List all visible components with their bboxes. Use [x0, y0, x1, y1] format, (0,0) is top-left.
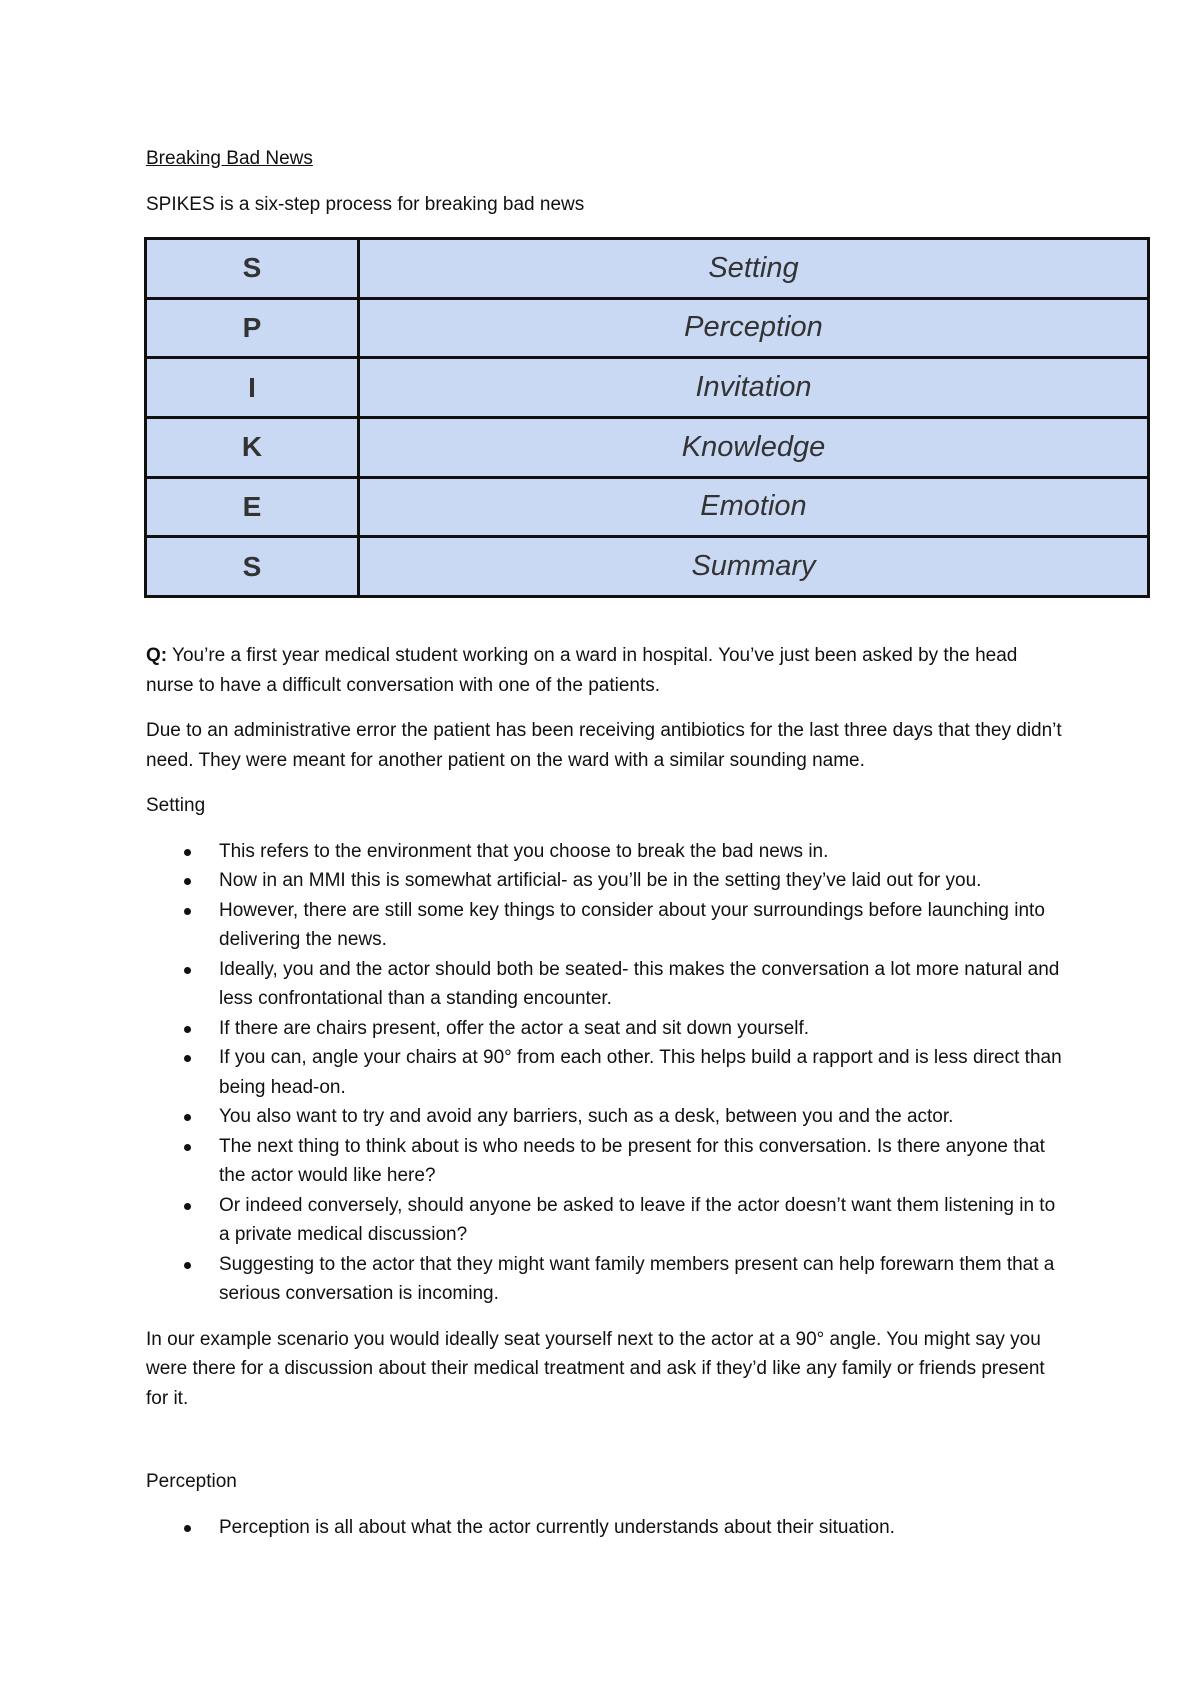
bullet-text: However, there are still some key things to consider about your surroundings before launching into delivering the news.: [219, 899, 1045, 950]
spikes-letter: S: [146, 537, 359, 597]
perception-heading: Perception: [146, 1471, 237, 1492]
list-item: [146, 837, 1066, 867]
setting-bullet-list: [146, 837, 1066, 1309]
bullet-text: If you can, angle your chairs at 90° from each other. This helps build a rapport and is less direct than being head-on.: [219, 1047, 1062, 1098]
table-row: [146, 358, 1149, 418]
list-item: [146, 1250, 1066, 1309]
list-item: [146, 1132, 1066, 1191]
document-title: Breaking Bad News: [146, 148, 313, 169]
document-header: [146, 146, 1066, 218]
bullet-text: This refers to the environment that you choose to break the bad news in.: [219, 840, 829, 862]
bullet-icon: [184, 908, 191, 915]
list-item: [146, 1513, 1066, 1543]
perception-bullet-list: [146, 1513, 1066, 1543]
bullet-text: If there are chairs present, offer the actor a seat and sit down yourself.: [219, 1017, 810, 1039]
question-label: Q:: [146, 645, 168, 666]
intro-text: SPIKES is a six-step process for breaking bad news: [146, 194, 585, 215]
bullet-text: You also want to try and avoid any barriers, such as a desk, between you and the actor.: [219, 1106, 954, 1127]
spikes-word: Emotion: [359, 477, 1149, 537]
bullet-icon: [184, 878, 191, 885]
spikes-letter: E: [146, 477, 359, 537]
bullet-icon: [184, 1026, 191, 1033]
bullet-icon: [184, 1114, 191, 1121]
spikes-letter: P: [146, 298, 359, 358]
table-row: [146, 417, 1149, 477]
document-body: [146, 641, 1066, 1558]
table-row: [146, 298, 1149, 358]
bullet-text: Or indeed conversely, should anyone be asked to leave if the actor doesn’t want them listening in to a private medical discussion?: [219, 1194, 1056, 1245]
section-spacer: [146, 1429, 1066, 1467]
list-item: [146, 866, 1066, 896]
spikes-letter: S: [146, 239, 359, 299]
bullet-text: Suggesting to the actor that they might want family members present can help forewarn them that a serious conversation is incoming.: [219, 1253, 1055, 1304]
list-item: [146, 1191, 1066, 1250]
spikes-word: Perception: [359, 298, 1149, 358]
spikes-word: Summary: [359, 537, 1149, 597]
spikes-word: Setting: [359, 239, 1149, 299]
list-item: [146, 1014, 1066, 1044]
list-item: [146, 896, 1066, 955]
spikes-letter: K: [146, 417, 359, 477]
question-text: You’re a first year medical student working on a ward in hospital. You’ve just been asked by the head nurse to have a difficult conversation with one of the patients.: [146, 645, 1018, 696]
table-row: [146, 537, 1149, 597]
bullet-icon: [184, 967, 191, 974]
spikes-letter: I: [146, 358, 359, 418]
bullet-text: Now in an MMI this is somewhat artificial- as you’ll be in the setting they’ve laid out for you.: [219, 870, 982, 891]
list-item: [146, 1043, 1066, 1102]
setting-heading: Setting: [146, 795, 206, 816]
bullet-icon: [184, 1055, 191, 1062]
example-paragraph: In our example scenario you would ideally seat yourself next to the actor at a 90° angle. You might say you were there for a discussion about their medical treatment and ask if they’d like any family or friends present for it.: [146, 1328, 1045, 1409]
spikes-table: [144, 237, 1150, 598]
bullet-text: Ideally, you and the actor should both be seated- this makes the conversation a lot more natural and less confrontational than a standing encounter.: [219, 958, 1060, 1009]
list-item: [146, 955, 1066, 1014]
question-paragraph: [146, 641, 1066, 700]
table-row: [146, 239, 1149, 299]
bullet-icon: [184, 1203, 191, 1210]
list-item: [146, 1102, 1066, 1132]
spikes-word: Invitation: [359, 358, 1149, 418]
bullet-icon: [184, 849, 191, 856]
scenario-paragraph: Due to an administrative error the patient has been receiving antibiotics for the last three days that they didn’t need. They were meant for another patient on the ward with a similar sounding name.: [146, 720, 1062, 771]
spikes-word: Knowledge: [359, 417, 1149, 477]
table-row: [146, 477, 1149, 537]
bullet-text: Perception is all about what the actor currently understands about their situation.: [219, 1516, 895, 1538]
bullet-icon: [184, 1144, 191, 1151]
bullet-text: The next thing to think about is who needs to be present for this conversation. Is there anyone that the actor would like here?: [219, 1135, 1045, 1186]
bullet-icon: [184, 1525, 191, 1532]
bullet-icon: [184, 1262, 191, 1269]
